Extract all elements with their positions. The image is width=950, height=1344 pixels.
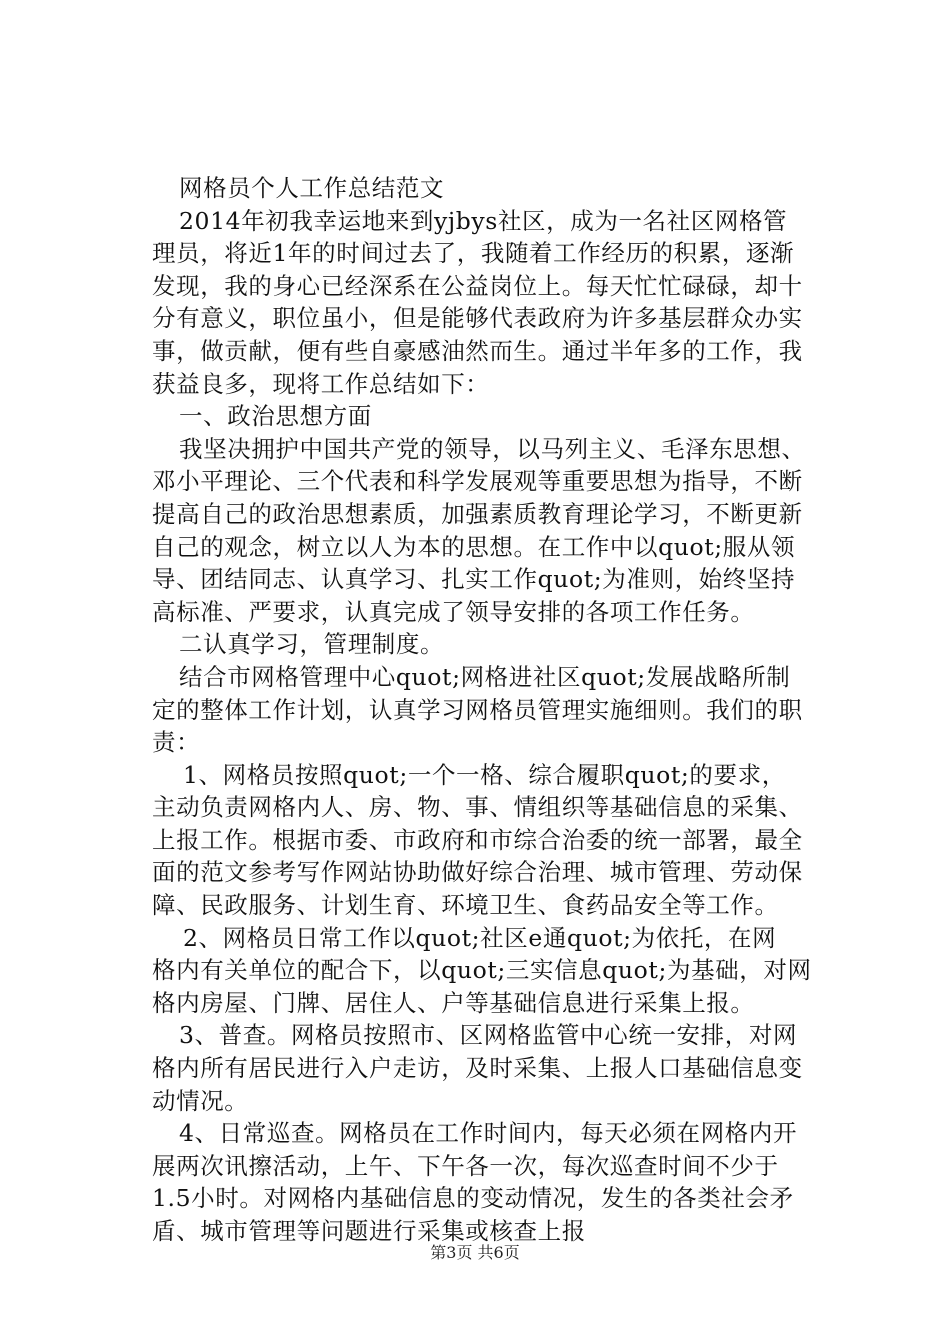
text-line: 理员，将近1年的时间过去了，我随着工作经历的积累，逐渐 [152,239,795,268]
text-line: 结合市网格管理中心quot;网格进社区quot;发展战略所制 [179,662,791,691]
text-line: 2014年初我幸运地来到yjbys社区，成为一名社区网格管 [179,206,788,235]
text-line: 面的范文参考写作网站协助做好综合治理、城市管理、劳动保 [152,858,803,887]
text-line: 一、政治思想方面 [179,402,372,431]
text-line: 障、民政服务、计划生育、环境卫生、食药品安全等工作。 [152,891,779,920]
page-footer: 第3页 共6页 [430,1243,520,1262]
text-line: 主动负责网格内人、房、物、事、情组织等基础信息的采集、 [152,793,803,822]
text-line: 盾、城市管理等问题进行采集或核查上报 [152,1217,586,1245]
text-line: 动情况。 [152,1086,249,1115]
text-line: 自己的观念，树立以人为本的思想。在工作中以quot;服从领 [152,532,796,561]
text-line: 展两次讯擦活动，上午、下午各一次，每次巡查时间不少于 [152,1151,779,1180]
text-line: 格内房屋、门牌、居住人、户等基础信息进行采集上报。 [152,988,755,1017]
text-line: 定的整体工作计划，认真学习网格员管理实施细则。我们的职 [152,695,803,724]
text-line: 事，做贡献，便有些自豪感油然而生。通过半年多的工作，我 [152,336,803,365]
document-title: 网格员个人工作总结范文 [179,174,445,202]
text-line: 责： [152,728,201,757]
text-line: 4、日常巡查。网格员在工作时间内，每天必须在网格内开 [179,1119,798,1148]
document-body [152,172,842,1248]
text-line: 发现，我的身心已经深系在公益岗位上。每天忙忙碌碌，却十 [152,271,803,300]
text-line: 邓小平理论、三个代表和科学发展观等重要思想为指导，不断 [152,467,803,496]
text-line: 我坚决拥护中国共产党的领导，以马列主义、毛泽东思想、 [179,434,806,463]
text-line: 分有意义，职位虽小，但是能够代表政府为许多基层群众办实 [152,304,803,333]
text-line: 提高自己的政治思想素质，加强素质教育理论学习，不断更新 [152,499,803,528]
text-line: 高标准、严要求，认真完成了领导安排的各项工作任务。 [152,597,755,626]
text-line: 2、网格员日常工作以quot;社区e通quot;为依托，在网 [183,923,777,952]
text-line: 二认真学习，管理制度。 [179,630,445,659]
text-line: 格内有关单位的配合下，以quot;三实信息quot;为基础，对网 [152,956,812,985]
text-line: 上报工作。根据市委、市政府和市综合治委的统一部署，最全 [152,825,803,854]
text-line: 获益良多，现将工作总结如下： [152,369,490,398]
text-line: 格内所有居民进行入户走访，及时采集、上报人口基础信息变 [152,1054,803,1083]
text-line: 1、网格员按照quot;一个一格、综合履职quot;的要求， [183,760,786,789]
text-line: 导、团结同志、认真学习、扎实工作quot;为准则，始终坚持 [152,565,796,594]
text-line: 3、普查。网格员按照市、区网格监管中心统一安排，对网 [179,1021,798,1050]
text-line: 1.5小时。对网格内基础信息的变动情况，发生的各类社会矛 [152,1184,794,1213]
